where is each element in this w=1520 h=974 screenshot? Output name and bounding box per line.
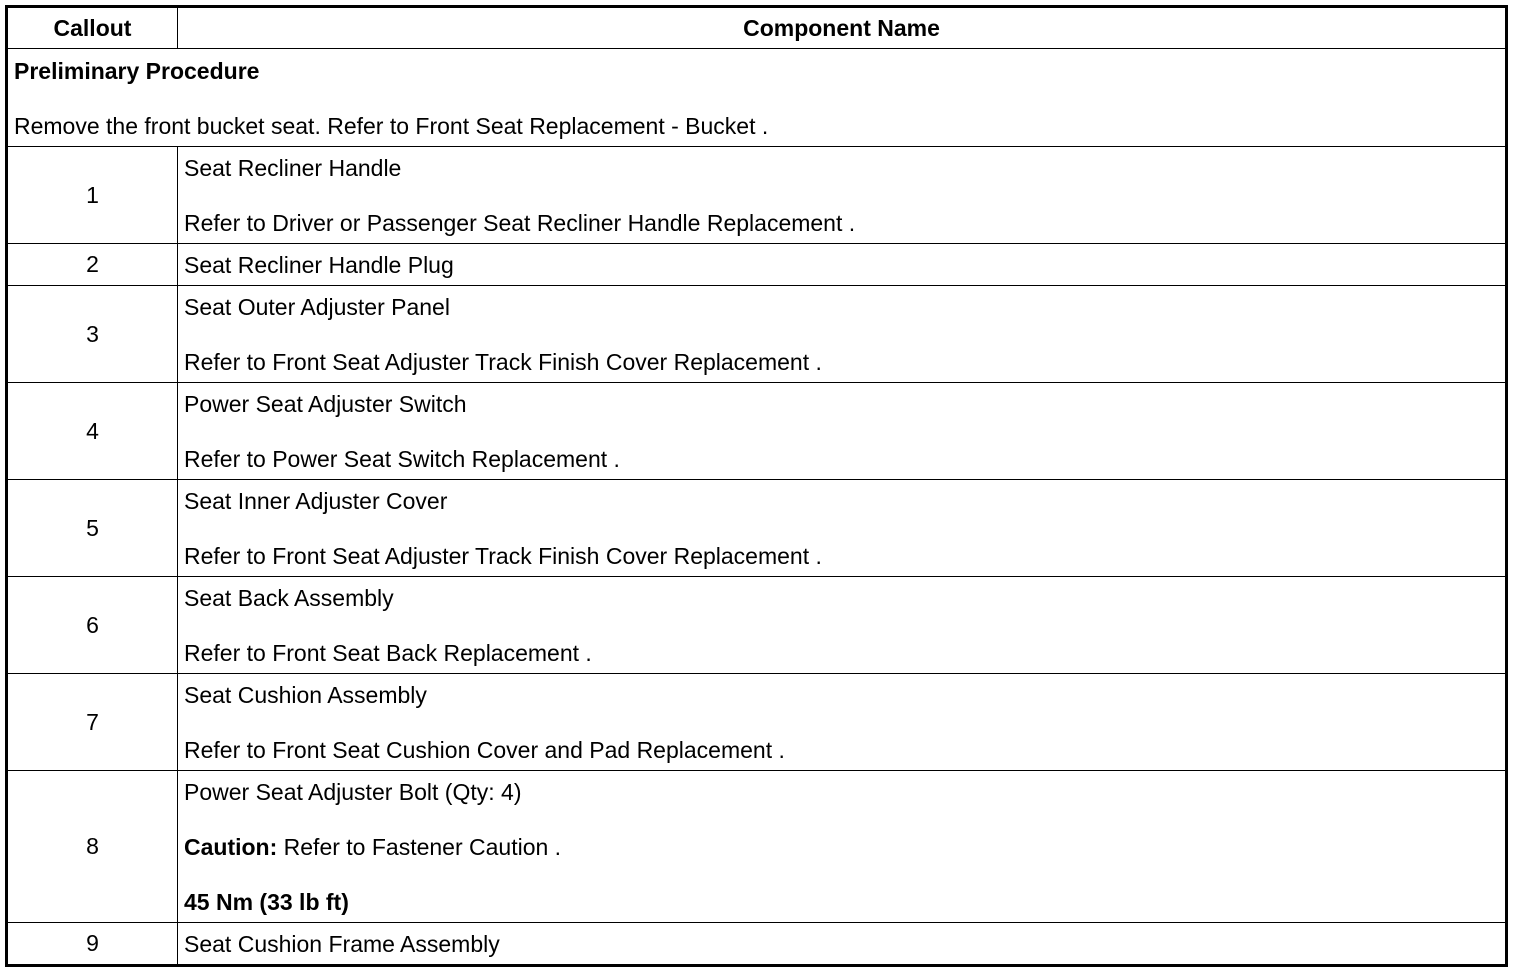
callout-number: 3 (7, 286, 178, 383)
callout-number: 4 (7, 383, 178, 480)
component-cell (178, 286, 1507, 383)
table-row (7, 286, 1507, 383)
preliminary-procedure-title: Preliminary Procedure (14, 58, 260, 84)
preliminary-procedure-cell (7, 49, 1507, 147)
component-name: Seat Outer Adjuster Panel (184, 294, 450, 320)
table-row (7, 771, 1507, 923)
callout-number: 2 (7, 244, 178, 286)
component-callout-table (5, 5, 1508, 967)
callout-number: 6 (7, 577, 178, 674)
component-name: Power Seat Adjuster Switch (184, 391, 467, 417)
component-name: Seat Cushion Frame Assembly (184, 931, 500, 957)
caution-label: Caution: (184, 834, 278, 860)
component-note: Refer to Driver or Passenger Seat Recliner Handle Replacement . (184, 210, 856, 236)
component-note: Refer to Power Seat Switch Replacement . (184, 446, 620, 472)
table-row (7, 480, 1507, 577)
component-name: Power Seat Adjuster Bolt (Qty: 4) (184, 779, 522, 805)
component-cell (178, 674, 1507, 771)
component-name-column-header: Component Name (178, 7, 1507, 49)
component-note: Refer to Front Seat Adjuster Track Finish Cover Replacement . (184, 543, 822, 569)
table-row (7, 244, 1507, 286)
component-cell (178, 244, 1507, 286)
table-row (7, 577, 1507, 674)
caution-line (184, 833, 1499, 861)
table-header-row (7, 7, 1507, 49)
component-cell (178, 771, 1507, 923)
table-row (7, 147, 1507, 244)
component-note: Refer to Front Seat Adjuster Track Finish Cover Replacement . (184, 349, 822, 375)
component-cell (178, 147, 1507, 244)
component-note: Refer to Front Seat Back Replacement . (184, 640, 592, 666)
callout-number: 7 (7, 674, 178, 771)
preliminary-procedure-row (7, 49, 1507, 147)
table-row (7, 383, 1507, 480)
callout-number: 1 (7, 147, 178, 244)
component-name: Seat Cushion Assembly (184, 682, 427, 708)
callout-column-header: Callout (7, 7, 178, 49)
callout-number: 8 (7, 771, 178, 923)
component-cell (178, 923, 1507, 966)
torque-spec: 45 Nm (33 lb ft) (184, 889, 349, 915)
component-cell (178, 480, 1507, 577)
component-name: Seat Inner Adjuster Cover (184, 488, 448, 514)
component-name: Seat Recliner Handle Plug (184, 252, 454, 278)
preliminary-procedure-text: Remove the front bucket seat. Refer to Front Seat Replacement - Bucket . (14, 113, 769, 139)
component-name: Seat Back Assembly (184, 585, 394, 611)
callout-number: 5 (7, 480, 178, 577)
component-cell (178, 383, 1507, 480)
table-row (7, 674, 1507, 771)
component-cell (178, 577, 1507, 674)
callout-number: 9 (7, 923, 178, 966)
table-row (7, 923, 1507, 966)
component-note: Refer to Front Seat Cushion Cover and Pad Replacement . (184, 737, 785, 763)
component-name: Seat Recliner Handle (184, 155, 402, 181)
caution-text: Refer to Fastener Caution . (277, 834, 562, 860)
